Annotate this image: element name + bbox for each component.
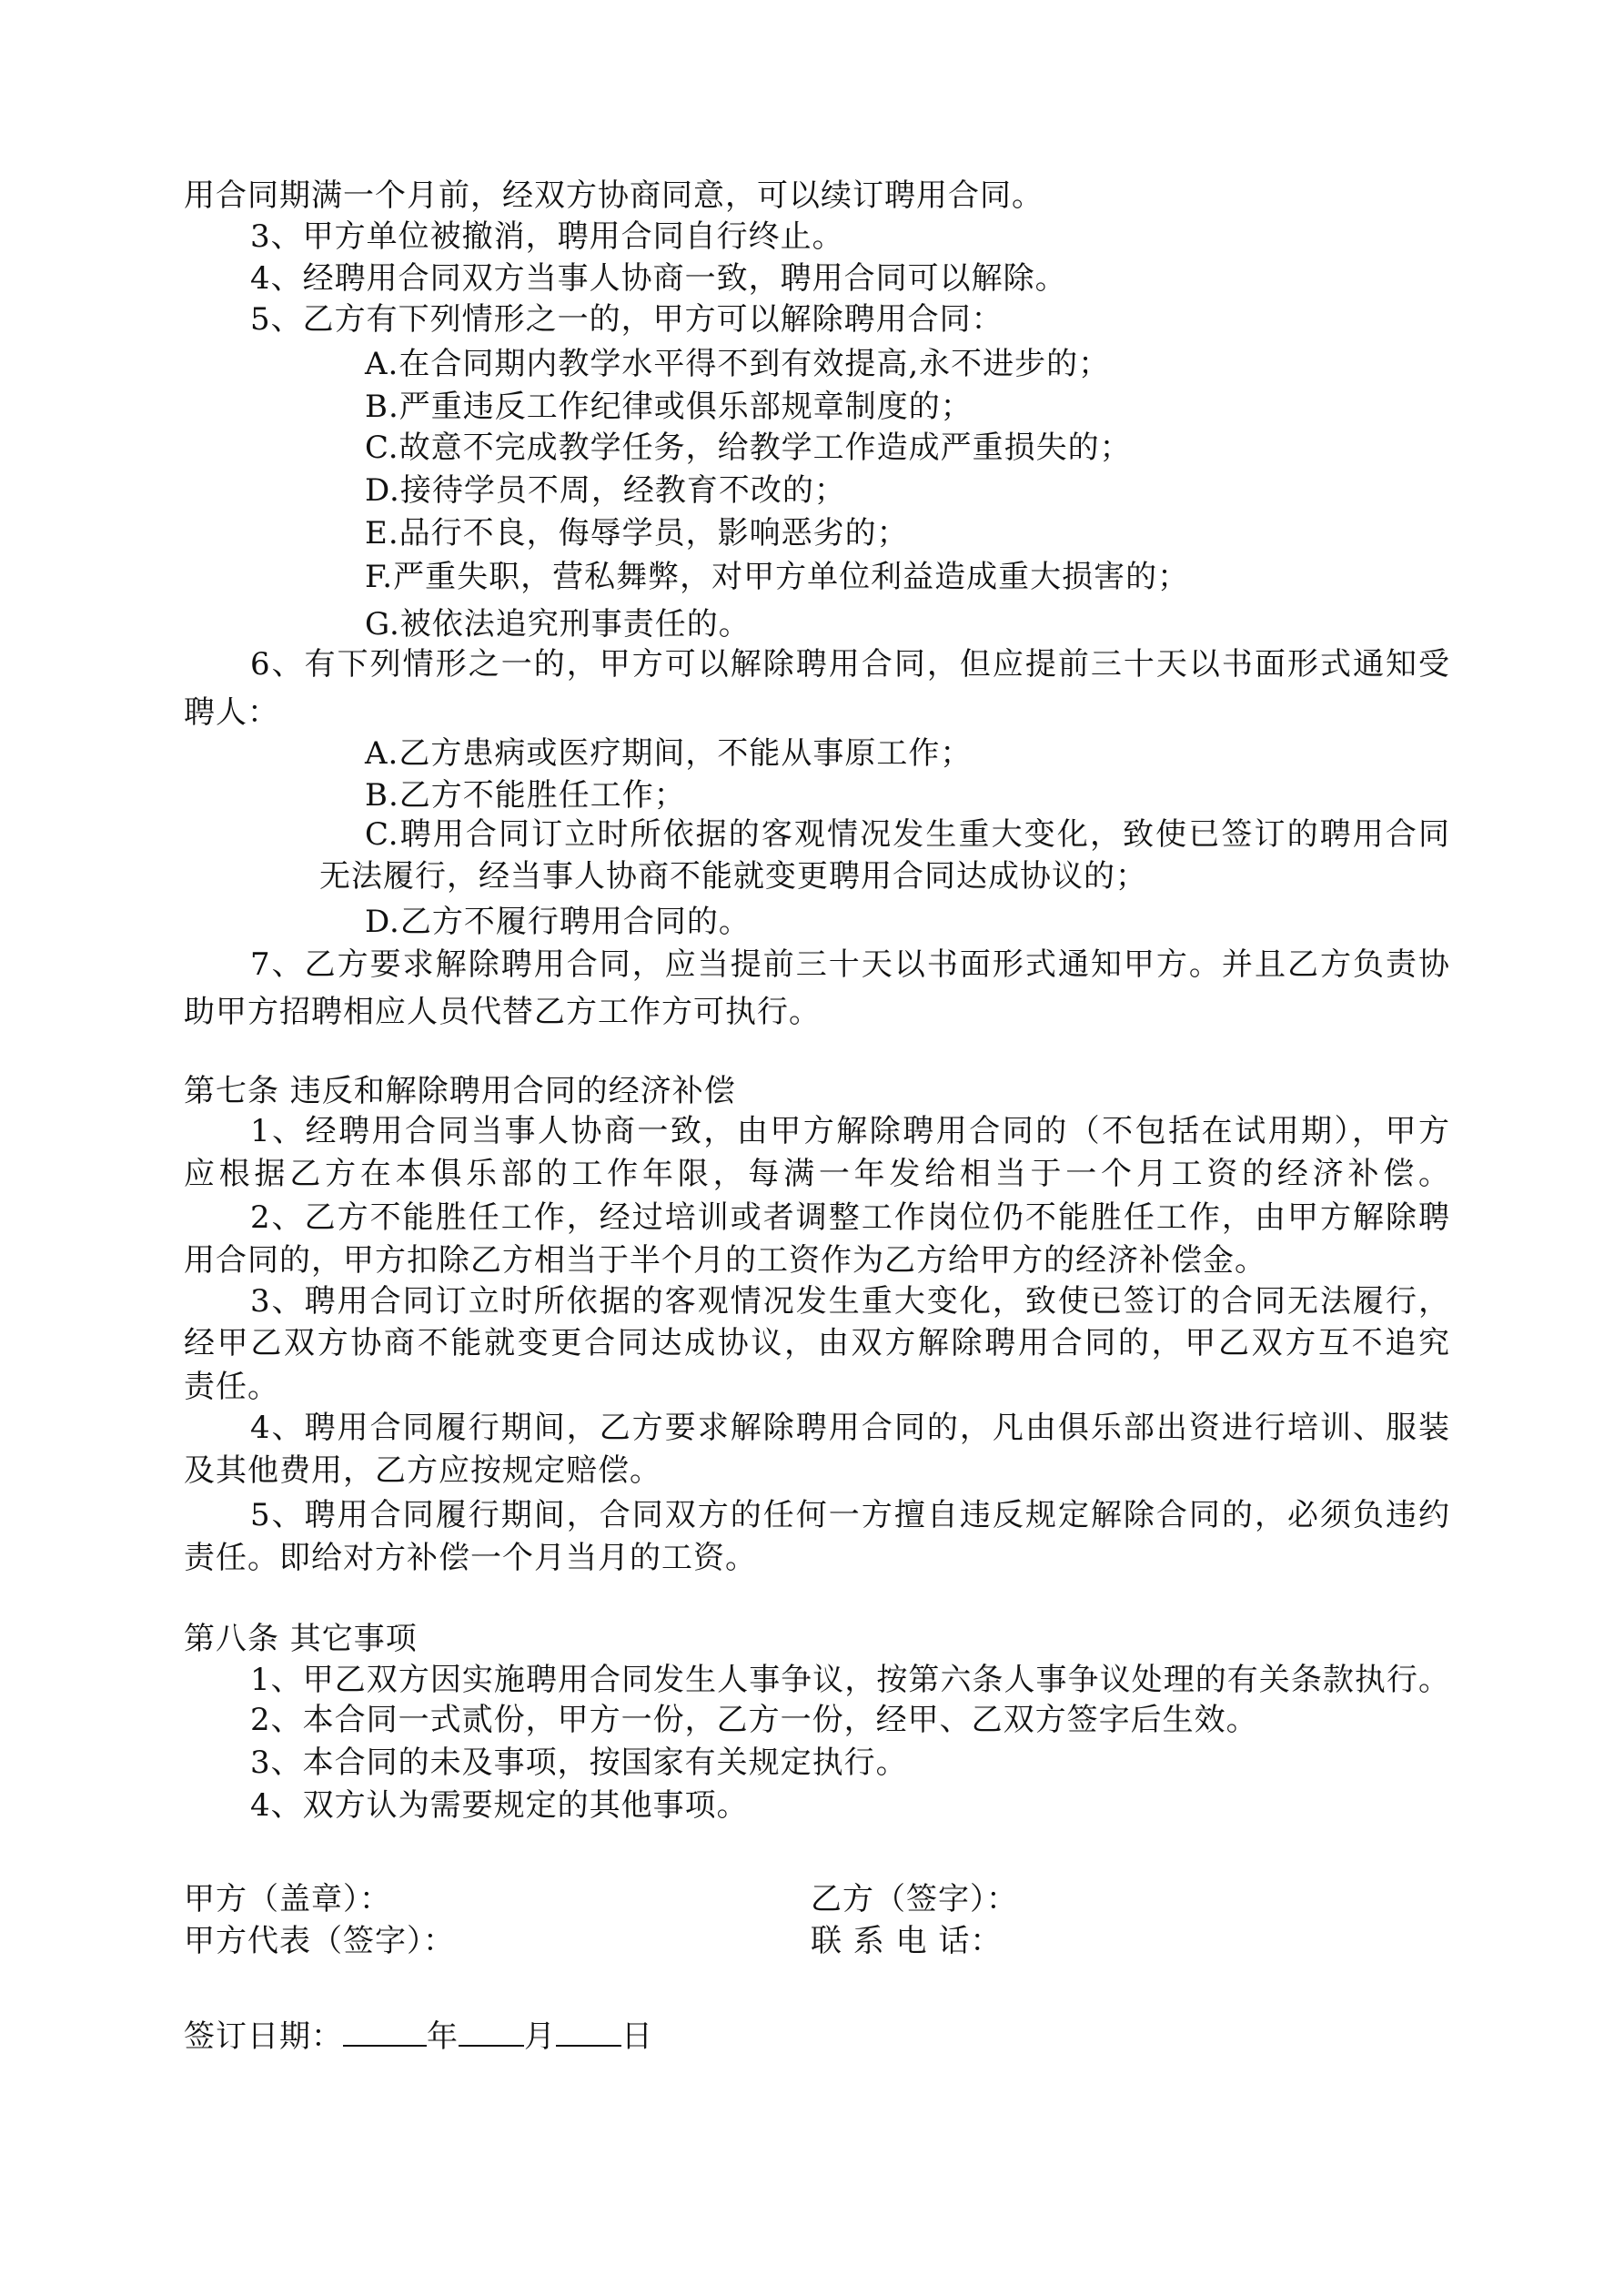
month-blank[interactable] [459,2014,524,2047]
text-line: 无法履行，经当事人协商不能就变更聘用合同达成协议的； [319,858,1147,895]
party-a-seal-label: 甲方（盖章）： [184,1881,391,1917]
sub-item: C.故意不完成教学任务，给教学工作造成严重损失的； [365,430,1132,466]
sub-item: A.乙方患病或医疗期间，不能从事原工作； [365,735,973,772]
text-line: 助甲方招聘相应人员代替乙方工作方可执行。 [184,994,821,1030]
clause-item: 2、乙方不能胜任工作，经过培训或者调整工作岗位仍不能胜任工作，由甲方解除聘 [250,1199,1450,1236]
sub-item: A.在合同期内教学水平得不到有效提高,永不进步的； [365,346,1111,382]
signing-date [184,2014,653,2056]
clause-item: 3、聘用合同订立时所依据的客观情况发生重大变化，致使已签订的合同无法履行， [250,1283,1450,1320]
text-line: 责任。 [184,1369,279,1405]
clause-item: 1、甲乙双方因实施聘用合同发生人事争议，按第六条人事争议处理的有关条款执行。 [250,1662,1450,1698]
party-a-rep-label: 甲方代表（签字）： [184,1923,455,1959]
text-line: 责任。即给对方补偿一个月当月的工资。 [184,1540,757,1576]
sub-item: D.乙方不履行聘用合同的。 [365,904,751,940]
clause-item: 2、本合同一式贰份，甲方一份，乙方一份，经甲、乙双方签字后生效。 [250,1702,1258,1738]
sub-item: C.聘用合同订立时所依据的客观情况发生重大变化，致使已签订的聘用合同 [365,816,1450,853]
text-line: 及其他费用，乙方应按规定赔偿。 [184,1452,661,1489]
clause-item: 5、聘用合同履行期间，合同双方的任何一方擅自违反规定解除合同的，必须负违约 [250,1497,1450,1533]
clause-item: 6、有下列情形之一的，甲方可以解除聘用合同，但应提前三十天以书面形式通知受 [250,646,1450,683]
clause-item: 4、经聘用合同双方当事人协商一致，聘用合同可以解除。 [250,260,1067,297]
phone-label: 联 系 电 话： [811,1923,1003,1959]
clause-item: 3、甲方单位被撤消，聘用合同自行终止。 [250,218,844,255]
year-label: 年 [427,2018,459,2055]
sub-item: E.品行不良，侮辱学员，影响恶劣的； [365,515,909,551]
section-heading: 第七条 违反和解除聘用合同的经济补偿 [184,1073,736,1109]
section-heading: 第八条 其它事项 [184,1621,418,1657]
text-line: 用合同期满一个月前，经双方协商同意，可以续订聘用合同。 [184,177,1044,214]
clause-item: 3、本合同的未及事项，按国家有关规定执行。 [250,1745,908,1781]
clause-item: 1、经聘用合同当事人协商一致，由甲方解除聘用合同的（不包括在试用期），甲方 [250,1113,1450,1149]
sub-item: B.乙方不能胜任工作； [365,777,686,814]
day-label: 日 [621,2018,653,2055]
sub-item: B.严重违反工作纪律或俱乐部规章制度的； [365,389,973,425]
date-label: 签订日期： [184,2018,343,2055]
year-blank[interactable] [343,2014,427,2047]
clause-item: 5、乙方有下列情形之一的，甲方可以解除聘用合同： [250,301,1004,338]
day-blank[interactable] [556,2014,621,2047]
sub-item: D.接待学员不周，经教育不改的； [365,472,846,509]
clause-item: 4、聘用合同履行期间，乙方要求解除聘用合同的，凡由俱乐部出资进行培训、服装 [250,1410,1450,1446]
text-line: 用合同的，甲方扣除乙方相当于半个月的工资作为乙方给甲方的经济补偿金。 [184,1242,1266,1279]
clause-item: 4、双方认为需要规定的其他事项。 [250,1787,749,1824]
month-label: 月 [524,2018,556,2055]
text-line: 经甲乙双方协商不能就变更合同达成协议，由双方解除聘用合同的，甲乙双方互不追究 [184,1325,1450,1361]
sub-item: F.严重失职，营私舞弊，对甲方单位利益造成重大损害的； [365,559,1190,595]
text-line: 聘人： [184,694,279,731]
text-line: 应根据乙方在本俱乐部的工作年限，每满一年发给相当于一个月工资的经济补偿。 [184,1156,1450,1192]
party-b-sign-label: 乙方（签字）： [811,1881,1018,1917]
sub-item: G.被依法追究刑事责任的。 [365,606,751,642]
clause-item: 7、乙方要求解除聘用合同，应当提前三十天以书面形式通知甲方。并且乙方负责协 [250,946,1450,983]
